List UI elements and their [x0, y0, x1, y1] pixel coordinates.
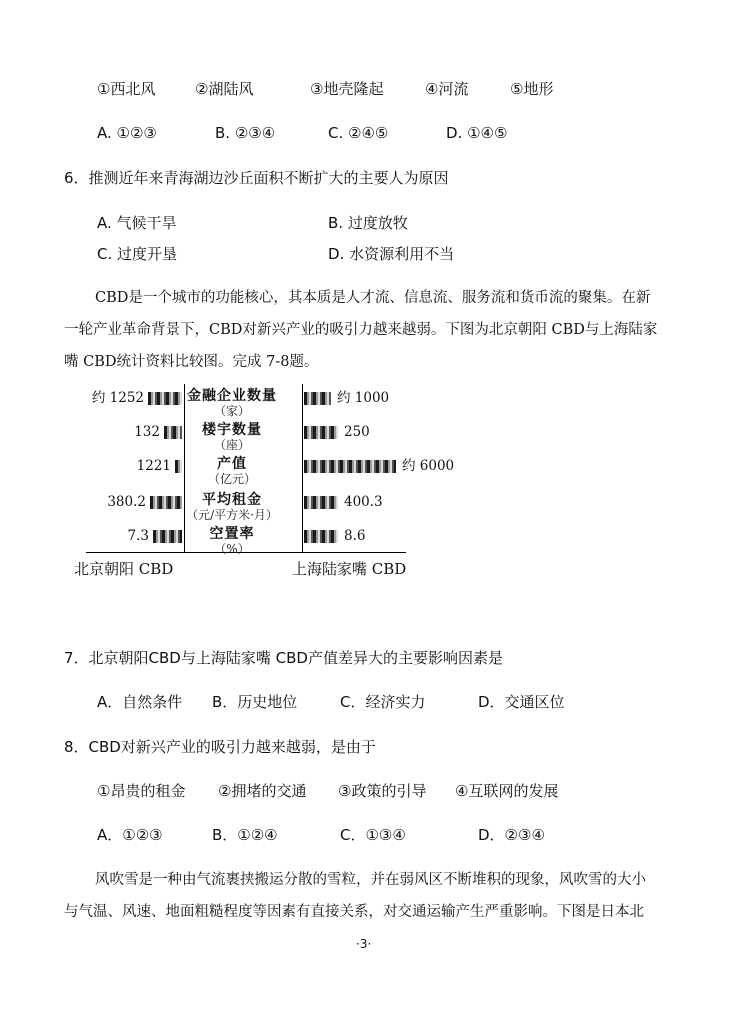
bar-shanghai	[304, 496, 338, 509]
value-label-shanghai: 约 6000	[402, 458, 455, 474]
q6-stem: 6．推测近年来青海湖边沙丘面积不断扩大的主要人为原因	[64, 169, 449, 187]
q8-item-1: ①昂贵的租金	[97, 782, 186, 800]
q5-option-b: B. ②③④	[215, 124, 276, 142]
snow-intro-line-2: 与气温、风速、地面粗糙程度等因素有直接关系，对交通运输产生严重影响。下图是日本北	[64, 904, 644, 920]
category-name: 平均租金	[202, 492, 262, 508]
cbd-intro-line-2: 一轮产业革命背景下，CBD对新兴产业的吸引力越来越弱。下图为北京朝阳 CBD与上海陆家	[64, 322, 658, 338]
category-name: 金融企业数量	[187, 388, 277, 404]
category-unit: （家）	[213, 404, 250, 418]
bar-beijing	[150, 496, 182, 509]
q8-stem: 8．CBD对新兴产业的吸引力越来越弱，是由于	[64, 738, 376, 756]
value-label-shanghai: 400.3	[344, 494, 383, 510]
q8-option-d: D．②③④	[478, 826, 545, 844]
category-name: 产值	[217, 456, 247, 472]
category-unit: （%）	[214, 542, 250, 556]
category-name: 楼宇数量	[202, 422, 262, 438]
category-label	[184, 422, 280, 452]
q5-option-a: A. ①②③	[97, 124, 157, 142]
q7-option-a: A．自然条件	[97, 693, 183, 711]
bar-shanghai	[304, 460, 396, 473]
q5-item-4: ④河流	[425, 80, 469, 98]
bar-shanghai	[304, 392, 331, 405]
q7-option-c: C．经济实力	[340, 693, 426, 711]
q5-option-d: D. ①④⑤	[446, 124, 508, 142]
bar-shanghai	[304, 530, 338, 543]
series-label-beijing: 北京朝阳 CBD	[74, 560, 174, 578]
q6-option-a: A. 气候干旱	[97, 214, 177, 232]
category-label	[184, 526, 280, 556]
category-name: 空置率	[209, 526, 255, 542]
bar-beijing	[148, 392, 182, 405]
q8-item-2: ②拥堵的交通	[218, 782, 307, 800]
q5-item-2: ②湖陆风	[195, 80, 254, 98]
bar-shanghai	[304, 426, 338, 439]
value-label-shanghai: 250	[344, 424, 370, 440]
value-label-beijing: 380.2	[107, 494, 146, 510]
q8-option-b: B．①②④	[212, 826, 278, 844]
value-label-beijing: 约 1252	[91, 390, 144, 406]
value-label-shanghai: 8.6	[344, 528, 366, 544]
q5-item-3: ③地壳隆起	[310, 80, 384, 98]
q7-stem: 7．北京朝阳CBD与上海陆家嘴 CBD产值差异大的主要影响因素是	[64, 649, 503, 667]
q7-option-d: D．交通区位	[478, 693, 565, 711]
series-label-shanghai: 上海陆家嘴 CBD	[292, 560, 407, 578]
value-label-shanghai: 约 1000	[337, 390, 390, 406]
q6-option-b: B. 过度放牧	[328, 214, 408, 232]
q7-option-b: B．历史地位	[212, 693, 298, 711]
category-label	[184, 388, 280, 418]
category-unit: （座）	[213, 438, 250, 452]
bar-beijing	[153, 530, 182, 543]
cbd-intro-line-1: CBD是一个城市的功能核心，其本质是人才流、信息流、服务流和货币流的聚集。在新	[95, 290, 651, 306]
q8-option-a: A．①②③	[97, 826, 163, 844]
q8-item-3: ③政策的引导	[338, 782, 427, 800]
category-label	[184, 492, 280, 522]
q5-item-5: ⑤地形	[510, 80, 554, 98]
cbd-intro-line-3: 嘴 CBD统计资料比较图。完成 7-8题。	[64, 354, 319, 370]
cbd-comparison-chart	[64, 380, 478, 580]
snow-intro-line-1: 风吹雪是一种由气流裹挟搬运分散的雪粒，并在弱风区不断堆积的现象，风吹雪的大小	[95, 872, 646, 888]
q5-item-1: ①西北风	[97, 80, 156, 98]
value-label-beijing: 132	[134, 424, 160, 440]
value-label-beijing: 7.3	[127, 528, 149, 544]
category-unit: （亿元）	[207, 472, 256, 486]
category-unit: （元/平方米·月）	[186, 508, 278, 522]
q8-option-c: C．①③④	[340, 826, 406, 844]
category-label	[184, 456, 280, 486]
value-label-beijing: 1221	[136, 458, 171, 474]
right-axis	[302, 384, 303, 552]
page-number: ·3·	[356, 937, 372, 951]
bar-beijing	[175, 460, 182, 473]
bar-beijing	[164, 426, 182, 439]
q8-item-4: ④互联网的发展	[455, 782, 559, 800]
q5-option-c: C. ②④⑤	[328, 124, 389, 142]
q6-option-d: D. 水资源利用不当	[328, 245, 455, 263]
q6-option-c: C. 过度开垦	[97, 245, 178, 263]
